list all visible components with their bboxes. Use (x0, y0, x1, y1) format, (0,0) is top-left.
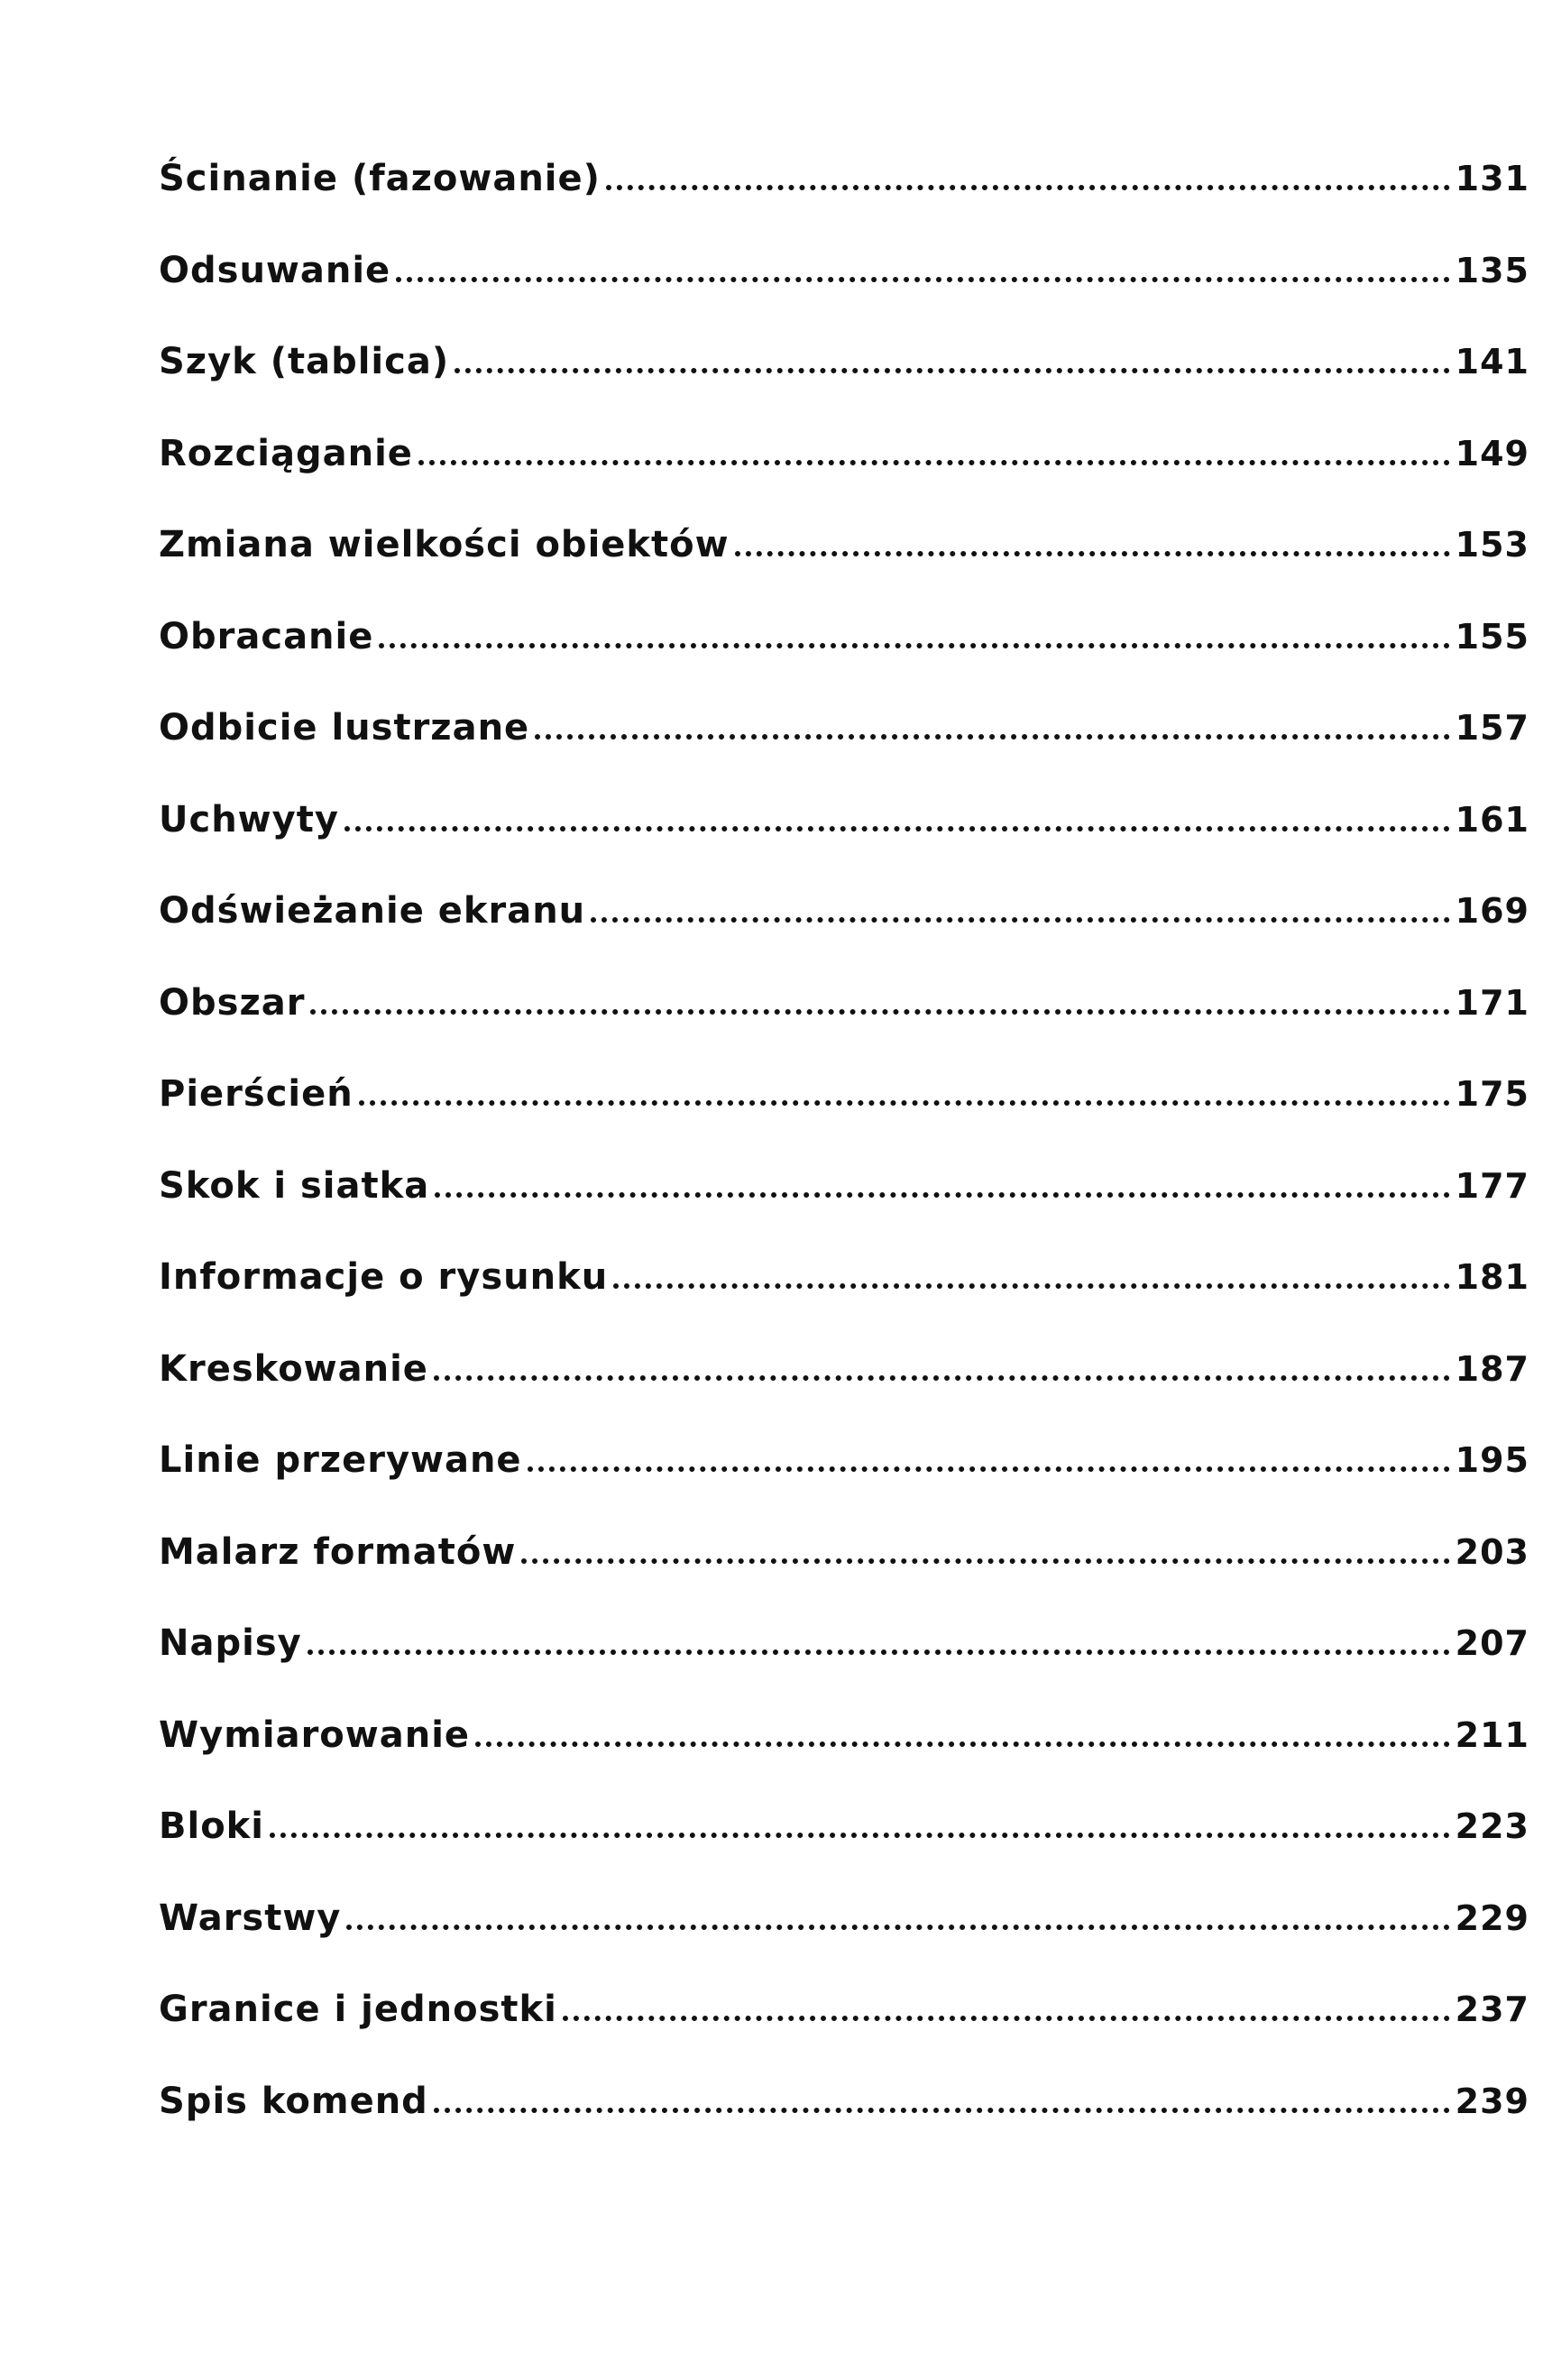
dot-leader (521, 1558, 1449, 1564)
toc-entry-page: 153 (1455, 525, 1529, 565)
dot-leader (308, 1649, 1450, 1655)
toc-entry[interactable] (159, 2080, 1529, 2175)
toc-entry[interactable] (159, 1897, 1529, 1992)
dot-leader (455, 368, 1450, 373)
toc-entry-title: Ścinanie (fazowanie) (159, 158, 601, 199)
toc-entry[interactable] (159, 615, 1529, 711)
toc-entry[interactable] (159, 1714, 1529, 1809)
dot-leader (563, 2016, 1450, 2021)
toc-entry-page: 187 (1455, 1348, 1529, 1389)
table-of-contents (159, 158, 1529, 2174)
dot-leader (359, 1100, 1450, 1106)
dot-leader (379, 643, 1449, 648)
toc-entry[interactable] (159, 341, 1529, 436)
toc-entry-title: Warstwy (159, 1897, 342, 1939)
toc-entry[interactable] (159, 707, 1529, 802)
toc-entry-page: 171 (1455, 982, 1529, 1023)
toc-entry-title: Skok i siatka (159, 1164, 430, 1207)
dot-leader (270, 1833, 1450, 1838)
toc-entry-page: 207 (1455, 1623, 1529, 1663)
toc-entry-title: Pierścień (159, 1073, 354, 1115)
toc-entry-page: 237 (1455, 1989, 1529, 2029)
toc-entry-title: Odsuwanie (159, 249, 391, 291)
toc-entry-title: Odświeżanie ekranu (159, 890, 586, 932)
toc-entry-title: Bloki (159, 1806, 264, 1847)
toc-entry-title: Wymiarowanie (159, 1714, 471, 1756)
toc-entry[interactable] (159, 524, 1529, 619)
toc-entry-page: 223 (1455, 1806, 1529, 1846)
toc-entry-page: 169 (1455, 891, 1529, 931)
toc-entry[interactable] (159, 981, 1529, 1077)
toc-entry-page: 157 (1455, 708, 1529, 748)
dot-leader (591, 917, 1450, 923)
dot-leader (435, 1192, 1449, 1198)
toc-entry[interactable] (159, 1439, 1529, 1534)
toc-entry-page: 177 (1455, 1165, 1529, 1206)
dot-leader (310, 1009, 1449, 1015)
toc-entry-title: Kreskowanie (159, 1347, 428, 1390)
toc-entry-title: Informacje o rysunku (159, 1256, 609, 1298)
toc-entry-page: 239 (1455, 2081, 1529, 2121)
dot-leader (434, 1375, 1450, 1381)
toc-entry[interactable] (159, 1530, 1529, 1626)
toc-entry-page: 149 (1455, 433, 1529, 473)
toc-entry-page: 181 (1455, 1257, 1529, 1297)
toc-entry-title: Zmiana wielkości obiektów (159, 524, 730, 565)
toc-entry-title: Napisy (159, 1622, 302, 1664)
dot-leader (346, 1925, 1449, 1930)
toc-entry-page: 195 (1455, 1440, 1529, 1480)
toc-entry[interactable] (159, 1808, 1529, 1900)
toc-entry[interactable] (159, 798, 1529, 894)
toc-entry-page: 203 (1455, 1531, 1529, 1572)
dot-leader (606, 185, 1450, 190)
toc-entry[interactable] (159, 1991, 1529, 2083)
toc-entry[interactable] (159, 432, 1529, 528)
toc-entry-page: 161 (1455, 799, 1529, 840)
dot-leader (434, 2108, 1450, 2113)
toc-entry-title: Spis komend (159, 2080, 428, 2122)
toc-entry[interactable] (159, 1347, 1529, 1443)
toc-entry-title: Obszar (159, 981, 306, 1024)
dot-leader (613, 1283, 1450, 1289)
dot-leader (396, 277, 1449, 282)
toc-entry-page: 135 (1455, 250, 1529, 290)
toc-entry-page: 155 (1455, 616, 1529, 657)
toc-entry-page: 175 (1455, 1074, 1529, 1114)
toc-entry-page: 211 (1455, 1714, 1529, 1755)
toc-entry[interactable] (159, 890, 1529, 985)
toc-entry[interactable] (159, 1073, 1529, 1168)
dot-leader (344, 826, 1450, 832)
toc-entry-title: Szyk (tablica) (159, 341, 450, 382)
toc-entry[interactable] (159, 1622, 1529, 1717)
dot-leader (418, 460, 1450, 465)
toc-entry-title: Obracanie (159, 615, 374, 657)
toc-entry-page: 141 (1455, 342, 1529, 381)
toc-entry-title: Uchwyty (159, 798, 339, 841)
dot-leader (528, 1466, 1450, 1472)
toc-entry-title: Granice i jednostki (159, 1989, 557, 2030)
dot-leader (535, 734, 1449, 740)
toc-entry[interactable] (159, 1164, 1529, 1260)
toc-entry-title: Linie przerywane (159, 1439, 522, 1481)
toc-entry[interactable] (159, 158, 1529, 253)
dot-leader (735, 551, 1450, 556)
toc-entry[interactable] (159, 249, 1529, 345)
toc-entry-title: Odbicie lustrzane (159, 707, 530, 749)
toc-entry-page: 229 (1455, 1898, 1529, 1938)
toc-entry[interactable] (159, 1256, 1529, 1351)
toc-entry-title: Malarz formatów (159, 1530, 517, 1573)
toc-entry-title: Rozciąganie (159, 432, 413, 474)
toc-entry-page: 131 (1455, 159, 1529, 198)
dot-leader (475, 1741, 1450, 1747)
